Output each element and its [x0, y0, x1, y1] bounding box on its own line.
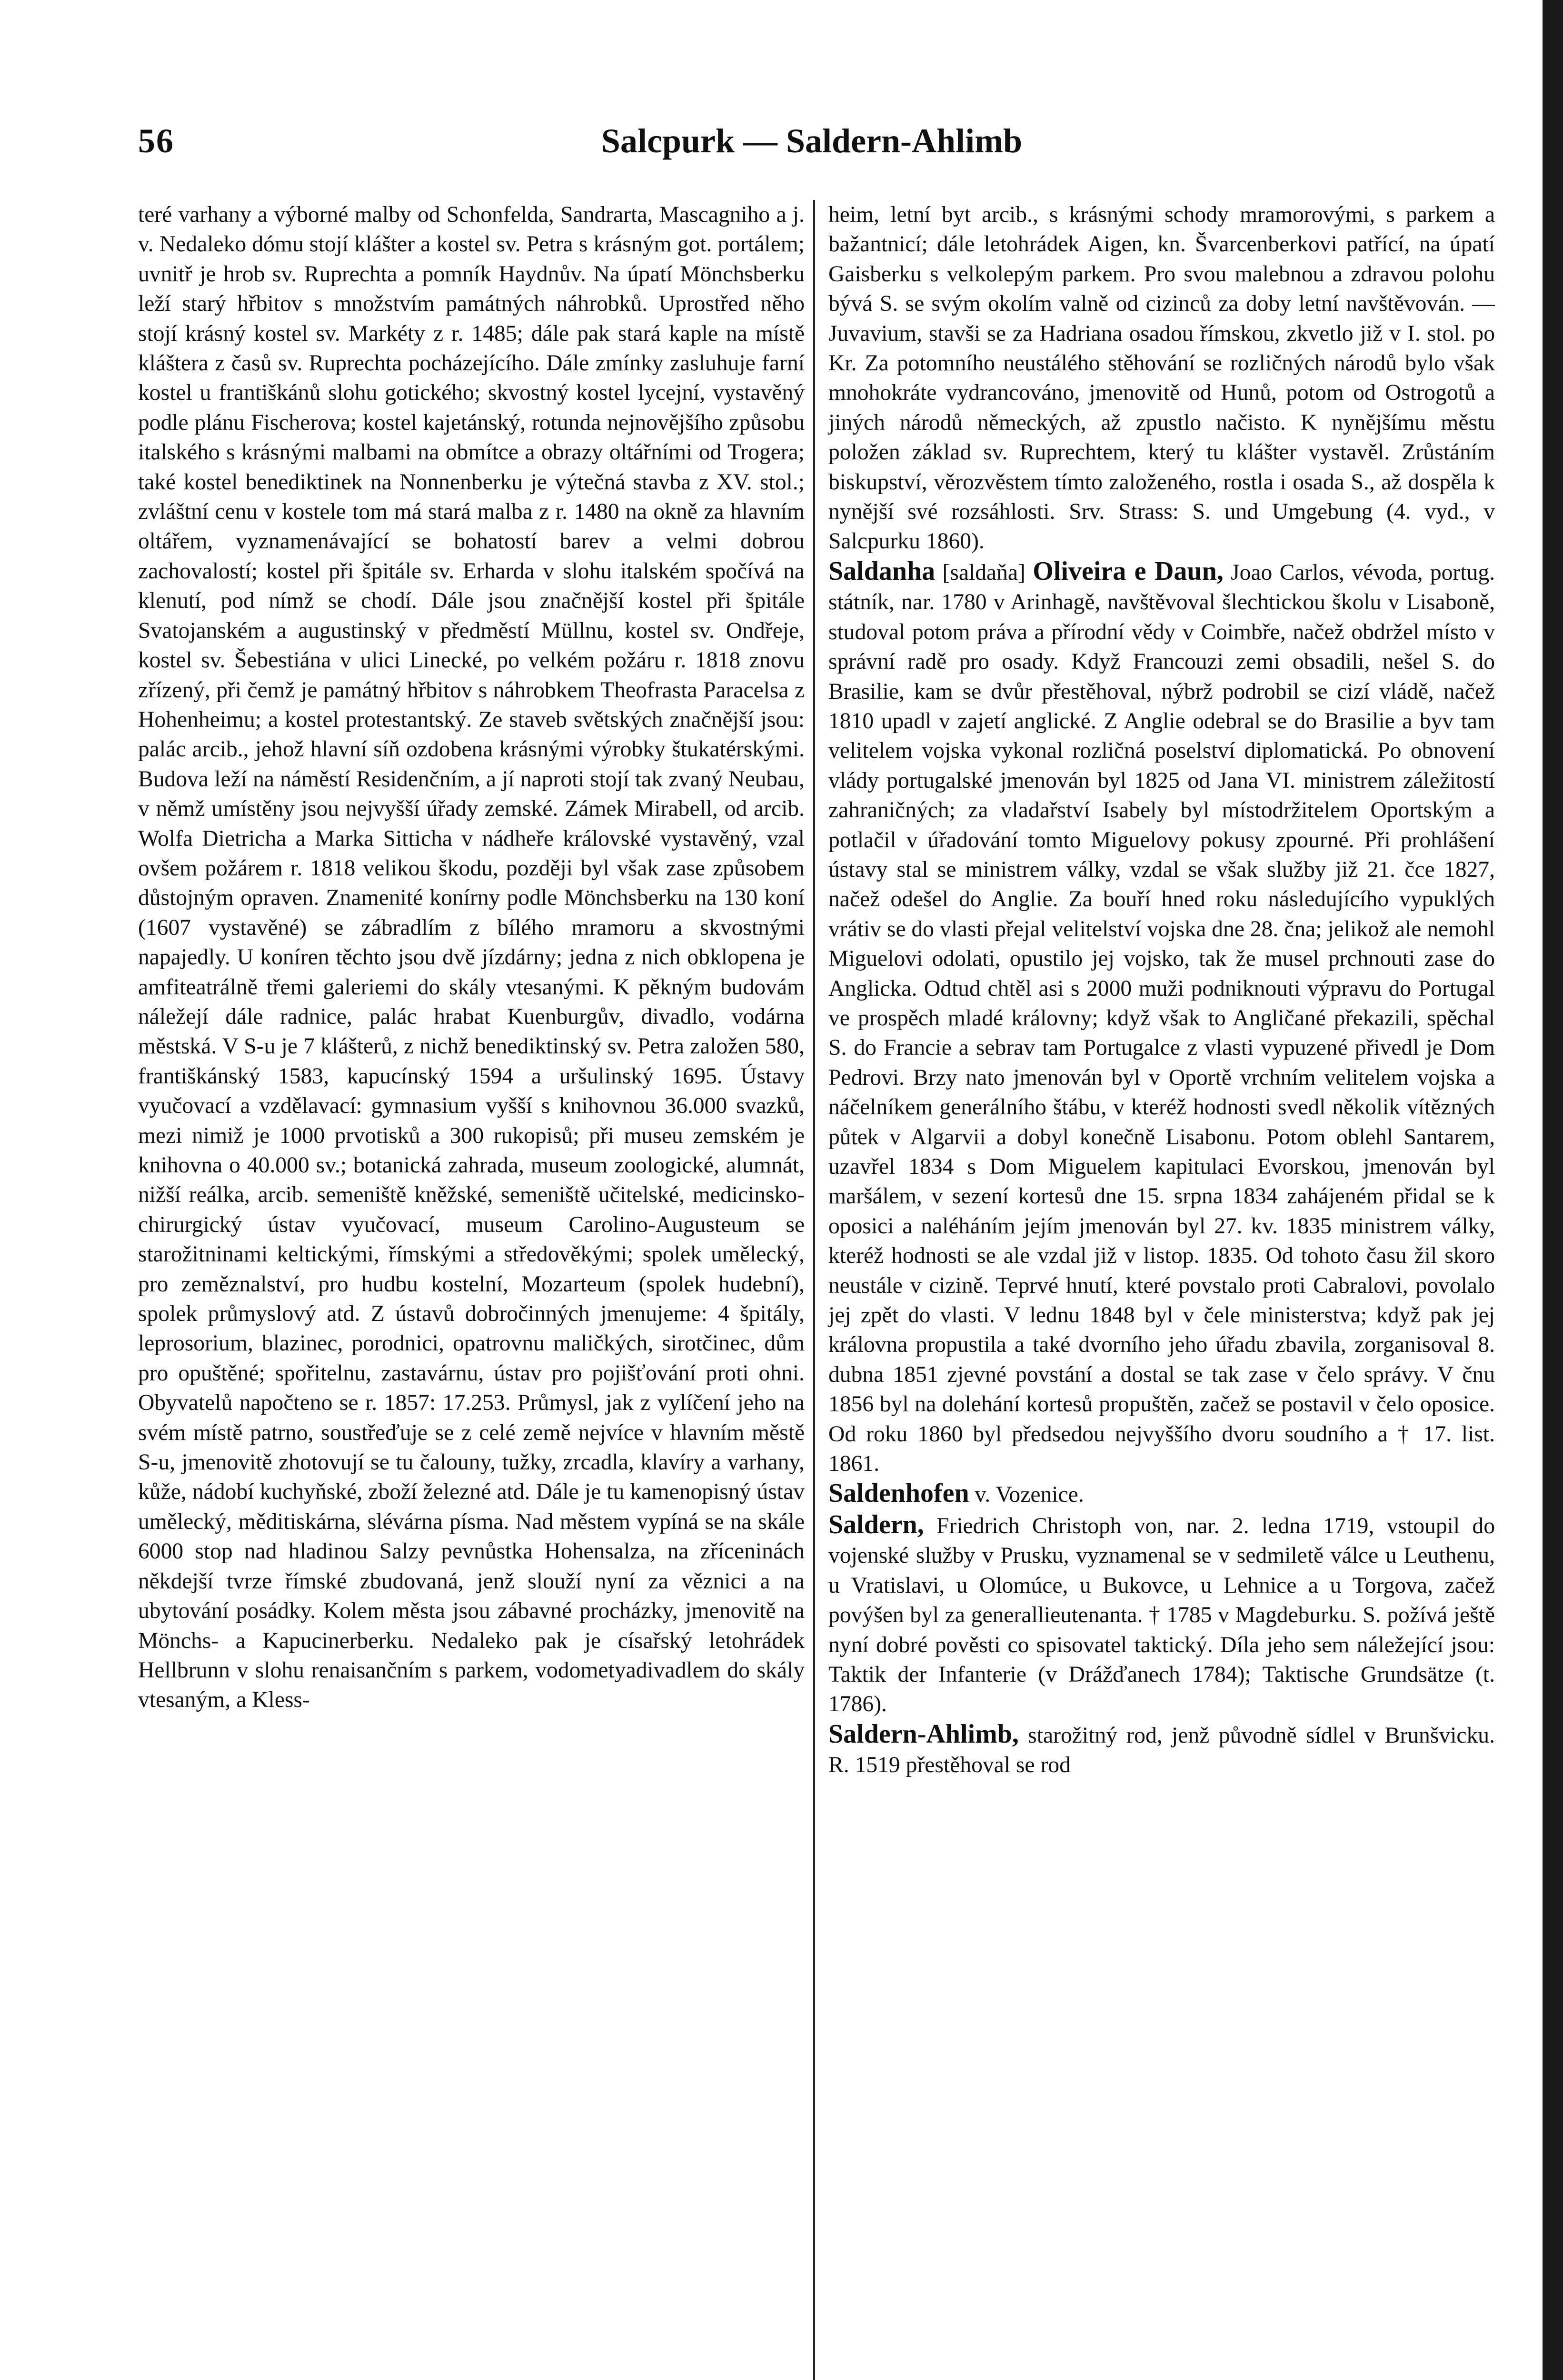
headword: Saldenhofen [828, 1478, 969, 1508]
entry-saldern-ahlimb [828, 1719, 1495, 1780]
pronunciation: [saldaňa] [942, 560, 1025, 585]
entry-text: starožitný rod, jenž původně sídlel v Brunšvicku. R. 1519 přestěhoval se rod [828, 1723, 1495, 1778]
headword: Saldern-Ahlimb, [828, 1719, 1019, 1749]
entry-saldern [828, 1510, 1495, 1719]
left-column-text: teré varhany a výborné malby od Schonfelda, Sandrarta, Mascagniho a j. v. Nedaleko dómu stojí klášter a kostel sv. Petra s krásným got. portálem; uvnitř je hrob sv. Ruprechta a pomník Haydnův. Na úpatí Mönchsberku leží starý hřbitov s množstvím památných náhrobků. Uprostřed něho stojí krásný kostel sv. Markéty z r. 1485; dále pak stará kaple na místě kláštera z časů sv. Ruprechta pocházejícího. Dále zmínky zasluhuje farní kostel u františkánů slohu gotického; skvostný kostel lycejní, vystavěný podle plánu Fischerova; kostel kajetánský, rotunda nejnovějšího způsobu italského s krásnými malbami na obmítce a obrazy oltářními od Trogera; také kostel benediktinek na Nonnenberku je výtečná stavba z XV. stol.; zvláštní cenu v kostele tom má stará malba z r. 1480 na okně za hlavním oltářem, vyznamenávající se bohatostí barev a velmi dobrou zachovalostí; kostel při špitále sv. Erharda v slohu italském spočívá na klenutí, pod nímž se chodí. Dále jsou značnější kostel při špitále Svatojanském a augustinský v předměstí Müllnu, kostel sv. Ondřeje, kostel sv. Šebestiána v ulici Linecké, po velkém požáru r. 1818 znovu zřízený, při čemž je památný hřbitov s náhrobkem Theofrasta Paracelsa z Hohenheimu; a kostel protestantský. Ze staveb světských značnější jsou: palác arcib., jehož hlavní síň ozdobena krásnými výrobky štukatérskými. Budova leží na náměstí Residenčním, a jí naproti stojí tak zvaný Neubau, v němž umístěny jsou nejvyšší úřady zemské. Zámek Mirabell, od arcib. Wolfa Dietricha a Marka Sitticha v nádheře královské vystavěný, vzal ovšem požárem r. 1818 velikou škodu, později byl však zase způsobem důstojným opraven. Znamenité konírny podle Mönchsberku na 130 koní (1607 vystavěné) se zábradlím z bílého mramoru a skvostnými napajedly. U koníren těchto jsou dvě jízdárny; jedna z nich obklopena je amfiteatrálně třemi galeriemi do skály vtesanými. K pěkným budovám náležejí dále radnice, palác hrabat Kuenburgův, divadlo, vodárna městská. V S-u je 7 klášterů, z nichž benediktinský sv. Petra založen 580, františkánský 1583, kapucínský 1594 a uršulinský 1695. Ústavy vyučovací a vzdělavací: gymnasium vyšší s knihovnou 36.000 svazků, mezi nimiž je 1000 prvotisků a 300 rukopisů; při museu zemském je knihovna o 40.000 sv.; botanická zahrada, museum zoologické, alumnát, nižší reálka, arcib. semeniště kněžské, semeniště učitelské, medicinsko-chirurgický ústav vyučovací, museum Carolino-Augusteum se starožitninami keltickými, římskými a středověkými; spolek umělecký, pro zeměznalství, pro hudbu kostelní, Mozarteum (spolek hudební), spolek průmyslový atd. Z ústavů dobročinných jmenujeme: 4 špitály, leprosorium, blazinec, porodnici, opatrovnu maličkých, sirotčinec, dům pro opuštěné; spořitelnu, zastavárnu, ústav pro pojišťování proti ohni. Obyvatelů napočteno se r. 1857: 17.253. Průmysl, jak z vylíčení jeho na svém místě patrno, soustřeďuje se z celé země nejvíce v hlavním městě S-u, jmenovitě zhotovují se tu čalouny, tužky, zrcadla, klavíry a varhany, kůže, nádobí kuchyňské, zboží železné atd. Dále je tu kamenopisný ústav umělecký, měditiskárna, slévárna písma. Nad městem vypíná se na skále 6000 stop nad hladinou Salzy pevnůstka Hohensalza, na zříceninách někdejší tvrze římské zbudovaná, jenž slouží nyní za věznici a na ubytování posádky. Kolem města jsou zábavné procházky, jmenovitě na Mönchs- a Kapucinerberku. Nedaleko pak je císařský letohrádek Hellbrunn v slohu renaisančním s parkem, vodometyadivadlem do skály vtesaným, a Kless- [138, 202, 805, 1713]
page-edge [1543, 0, 1563, 2380]
column-divider [813, 200, 815, 2380]
right-column [828, 200, 1495, 1780]
continuation-text: heim, letní byt arcib., s krásnými schody mramorovými, s parkem a bažantnicí; dále letohrádek Aigen, kn. Švarcenberkovi patřící, na úpatí Gaisberku s velkolepým parkem. Pro svou malebnou a zdravou polohu bývá S. se svým okolím valně od cizinců za doby letní navštěvován. — Juvavium, stavši se za Hadriana osadou římskou, zkvetlo již v I. stol. po Kr. Za potomního neustálého stěhování se rozličných národů bylo však mnohokráte vydrancováno, jmenovitě od Hunů, potom od Ostrogotů a jiných národů německých, až zpustlo načisto. K nynějšímu městu položen základ sv. Ruprechtem, který tu klášter vystavěl. Zrůstáním biskupství, věrozvěstem tímto založeného, rostla i osada S., až dospěla k nynější své rozsáhlosti. Srv. Strass: S. und Umgebung (4. vyd., v Salcpurku 1860). [828, 202, 1495, 554]
left-column [138, 200, 805, 1715]
entry-saldanha [828, 556, 1495, 1479]
entry-text: Joao Carlos, vévoda, portug. státník, nar. 1780 v Arinhagě, navštěvoval šlechtickou školu v Lisaboně, studoval potom práva a přírodní vědy v Coimbře, načež obdržel místo v správní radě pro osady. Když Francouzi zemi obsadili, nešel S. do Brasilie, kam se dvůr přestěhoval, nýbrž podrobil se cizí vládě, načež 1810 upadl v zajetí anglické. Z Anglie odebral se do Brasilie a byv tam velitelem vojska vykonal rozličná poselství diplomatická. Po obnovení vlády portugalské jmenován byl 1825 od Jana VI. ministrem záležitostí zahraničných; za vladařství Isabely byl místodržitelem Oportským a potlačil v úřadování tomto Miguelovy pokusy zpourné. Při prohlášení ústavy stal se ministrem války, vzdal se však služby již 21. čce 1827, načež odešel do Anglie. Za bouří hned roku následujícího vypuklých vrátiv se do vlasti přejal velitelství vojska dne 28. čna; jelikož ale nemohl Miguelovi odolati, opustilo jej vojsko, tak že musel prchnouti zase do Anglicka. Odtud chtěl asi s 2000 muži podniknouti výpravu do Portugal ve prospěch mladé královny; když však to Angličané překazili, spěchal S. do Francie a sebrav tam Portugalce z vlasti vypuzené přivedl je Dom Pedrovi. Brzy nato jmenován byl v Oportě vrchním velitelem vojska a náčelníkem generálního štábu, v kteréž hodnosti svedl několik vítězných půtek v Algarvii a dobyl konečně Lisabonu. Potom oblehl Santarem, uzavřel 1834 s Dom Miguelem kapitulaci Evorskou, jmenován byl maršálem, v sezení kortesů dne 15. srpna 1834 zahájeném přidal se k oposici a naléháním jejím jmenován byl 27. kv. 1835 ministrem války, kteréž hodnosti se ale vzdal již v listop. 1835. Od tohoto času žil skoro neustále v cizině. Teprvé hnutí, které povstalo proti Cabralovi, povolalo jej zpět do vlasti. V lednu 1848 byl v čele ministerstva; když pak jej královna propustila a také dvorního jeho úřadu zbavila, zorganisoval 8. dubna 1851 zjevné povstání a dostal se tak zase v čelo správy. V čnu 1856 byl na dolehání kortesů propuštěn, začež se postavil v čelo oposice. Od roku 1860 byl předsedou nejvyššího dvoru soudního a † 17. list. 1861. [828, 560, 1495, 1477]
running-head: Salcpurk — Saldern-Ahlimb [601, 122, 1023, 160]
page-number: 56 [138, 122, 174, 160]
entry-text: Friedrich Christoph von, nar. 2. ledna 1719, vstoupil do vojenské služby v Prusku, vyznamenal se v sedmiletě válce u Leuthenu, u Vratislavi, u Olomúce, u Bukovce, u Lehnice a u Torgova, začež povýšen byl za generallieutenanta. † 1785 v Magdeburku. S. požívá ještě nyní dobré pověsti co spisovatel taktický. Díla jeho sem náležející jsou: Taktik der Infanterie (v Drážďanech 1784); Taktische Grundsätze (t. 1786). [828, 1513, 1495, 1717]
page-header [138, 121, 1485, 174]
headword: Saldanha [828, 556, 936, 586]
entry-saldenhofen [828, 1478, 1495, 1509]
entry-text: v. Vozenice. [975, 1482, 1084, 1507]
headword-continued: Oliveira e Daun, [1033, 556, 1224, 586]
headword: Saldern, [828, 1509, 924, 1539]
